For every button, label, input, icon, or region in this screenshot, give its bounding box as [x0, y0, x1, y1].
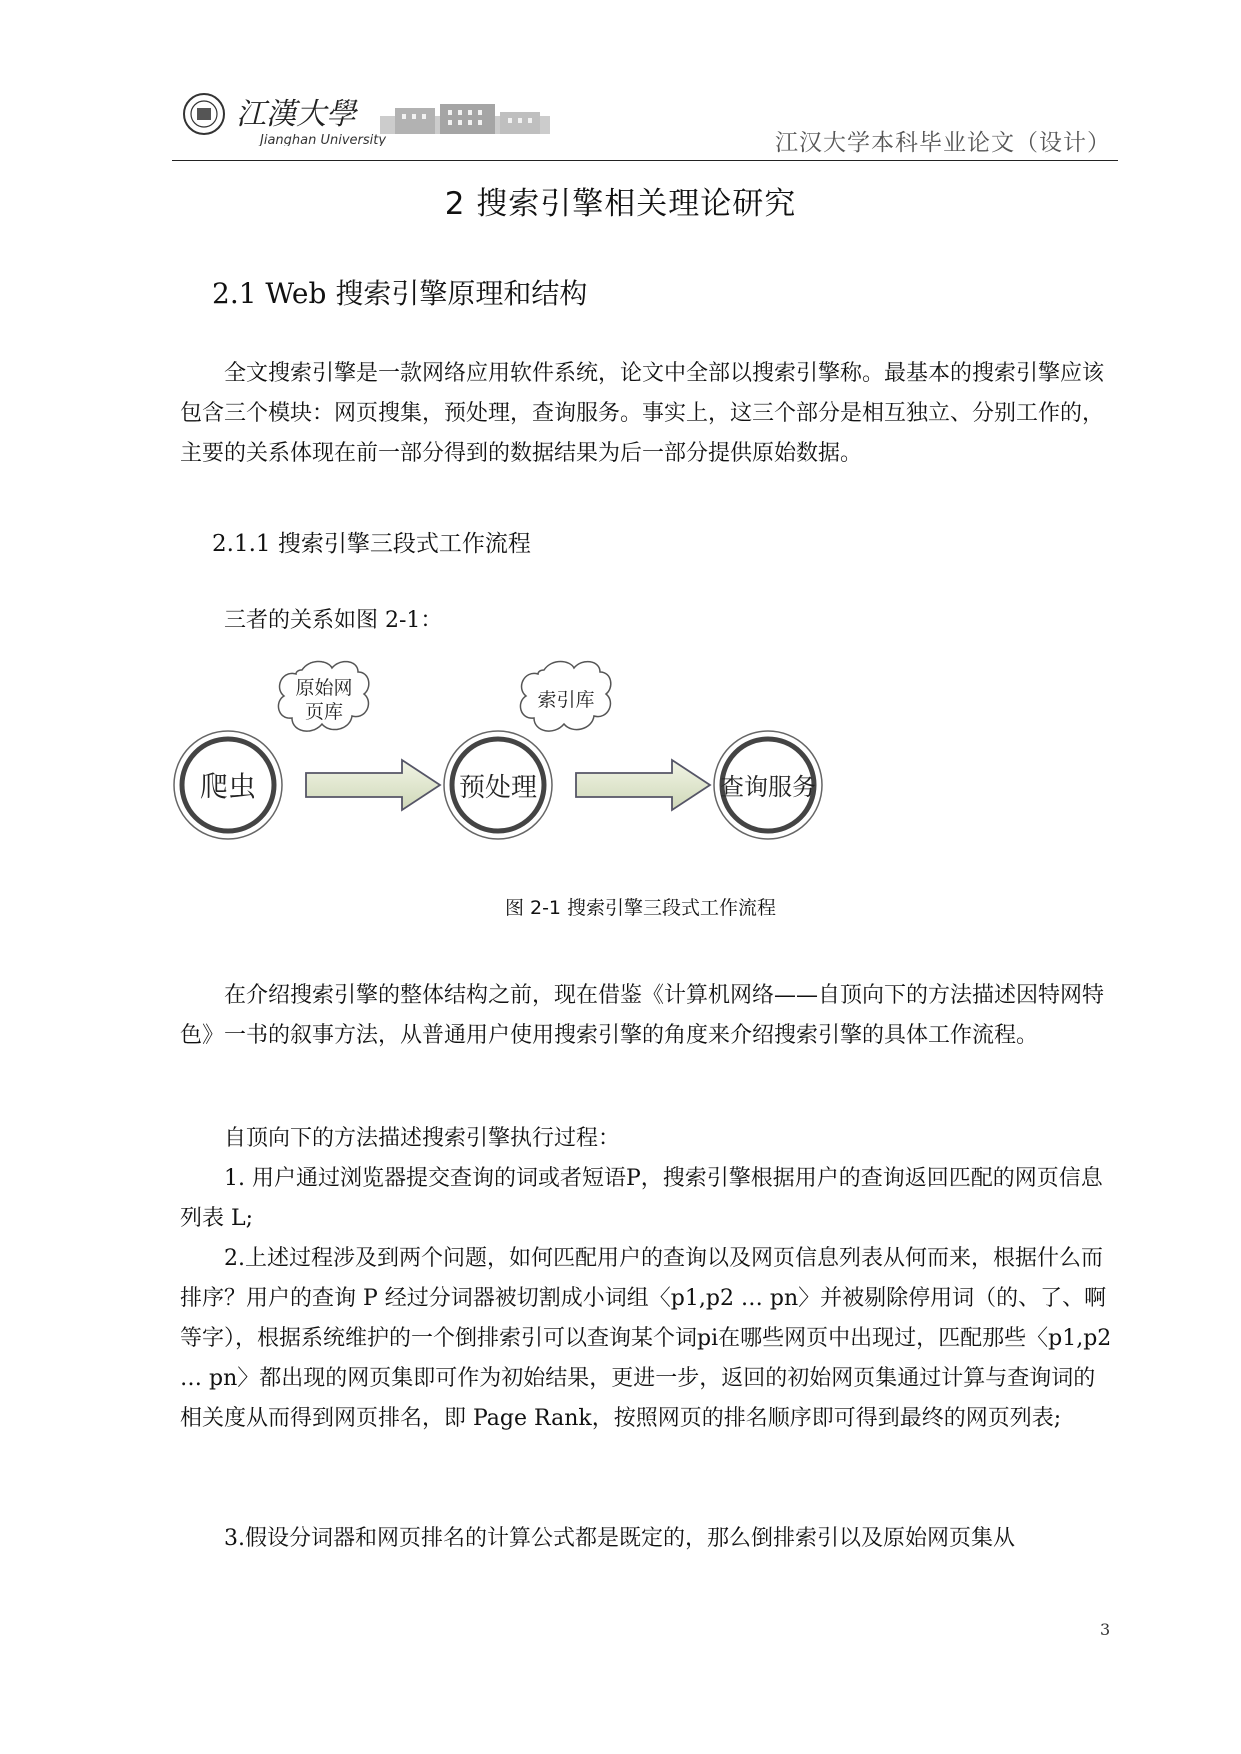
- figure-intro-text: 三者的关系如图 2-1：: [224, 608, 443, 633]
- header-thesis-title: 江汉大学本科毕业论文（设计）: [775, 130, 1111, 156]
- node-crawler-label: 爬虫: [199, 770, 257, 803]
- logo-chinese-name: 江漢大學: [236, 97, 356, 132]
- header-divider: [172, 160, 1118, 161]
- node-preprocess: [444, 731, 552, 839]
- node-query-service-label: 查询服务: [720, 773, 816, 801]
- node-query-service: [714, 731, 822, 839]
- seal-icon: [184, 94, 224, 134]
- paragraph-4: 1. 用户通过浏览器提交查询的词或者短语P，搜索引擎根据用户的查询返回匹配的网页信息列表 L;: [180, 1166, 1103, 1231]
- workflow-figure: [172, 660, 832, 870]
- subsection-title: 2.1.1 搜索引擎三段式工作流程: [212, 531, 531, 557]
- paragraph-1: 全文搜索引擎是一款网络应用软件系统，论文中全部以搜索引擎称。最基本的搜索引擎应该包含三个模块：网页搜集，预处理，查询服务。事实上，这三个部分是相互独立、分别工作的，主要的关系体现在前一部分得到的数据结果为后一部分提供原始数据。: [180, 361, 1105, 466]
- campus-building-image: [380, 104, 550, 134]
- figure-caption: 图 2-1 搜索引擎三段式工作流程: [504, 897, 777, 919]
- arrow-right-icon: [306, 760, 440, 810]
- logo-english-name: Jianghan University: [260, 133, 387, 146]
- page-number: 3: [1100, 1620, 1111, 1639]
- paragraph-6: 3.假设分词器和网页排名的计算公式都是既定的，那么倒排索引以及原始网页集从: [224, 1526, 1015, 1551]
- node-preprocess-label: 预处理: [458, 773, 538, 803]
- cloud-raw-pages: [278, 662, 368, 732]
- node-crawler: [174, 731, 282, 839]
- arrow-right-icon: [576, 760, 710, 810]
- chapter-title: 2 搜索引擎相关理论研究: [444, 186, 797, 222]
- cloud-index-label: 索引库: [537, 689, 595, 711]
- paragraph-2: 在介绍搜索引擎的整体结构之前，现在借鉴《计算机网络——自顶向下的方法描述因特网特色》一书的叙事方法，从普通用户使用搜索引擎的角度来介绍搜索引擎的具体工作流程。: [180, 983, 1105, 1048]
- section-title: 2.1 Web 搜索引擎原理和结构: [212, 277, 588, 310]
- cloud-raw-pages-line2: 页库: [304, 701, 344, 723]
- paragraph-3: 自顶向下的方法描述搜索引擎执行过程：: [224, 1126, 621, 1151]
- cloud-index: [520, 662, 610, 732]
- paragraph-5: 2.上述过程涉及到两个问题，如何匹配用户的查询以及网页信息列表从何而来，根据什么而排序？用户的查询 P 经过分词器被切割成小词组〈p1,p2 … pn〉并被剔除停用词（的、了、啊等字），根据系统维护的一个倒排索引可以查询某个词pi在哪些网页中出现过，匹配那些〈p1,p2 … pn〉都出现的网页集即可作为初始结果，更进一步，返回的初始网页集通过计算与查询词的相关度从而得到网页排名，即 Page Rank，按照网页的排名顺序即可得到最终的网页列表;: [180, 1246, 1112, 1431]
- university-logo: [180, 86, 560, 146]
- cloud-raw-pages-line1: 原始网: [295, 677, 353, 699]
